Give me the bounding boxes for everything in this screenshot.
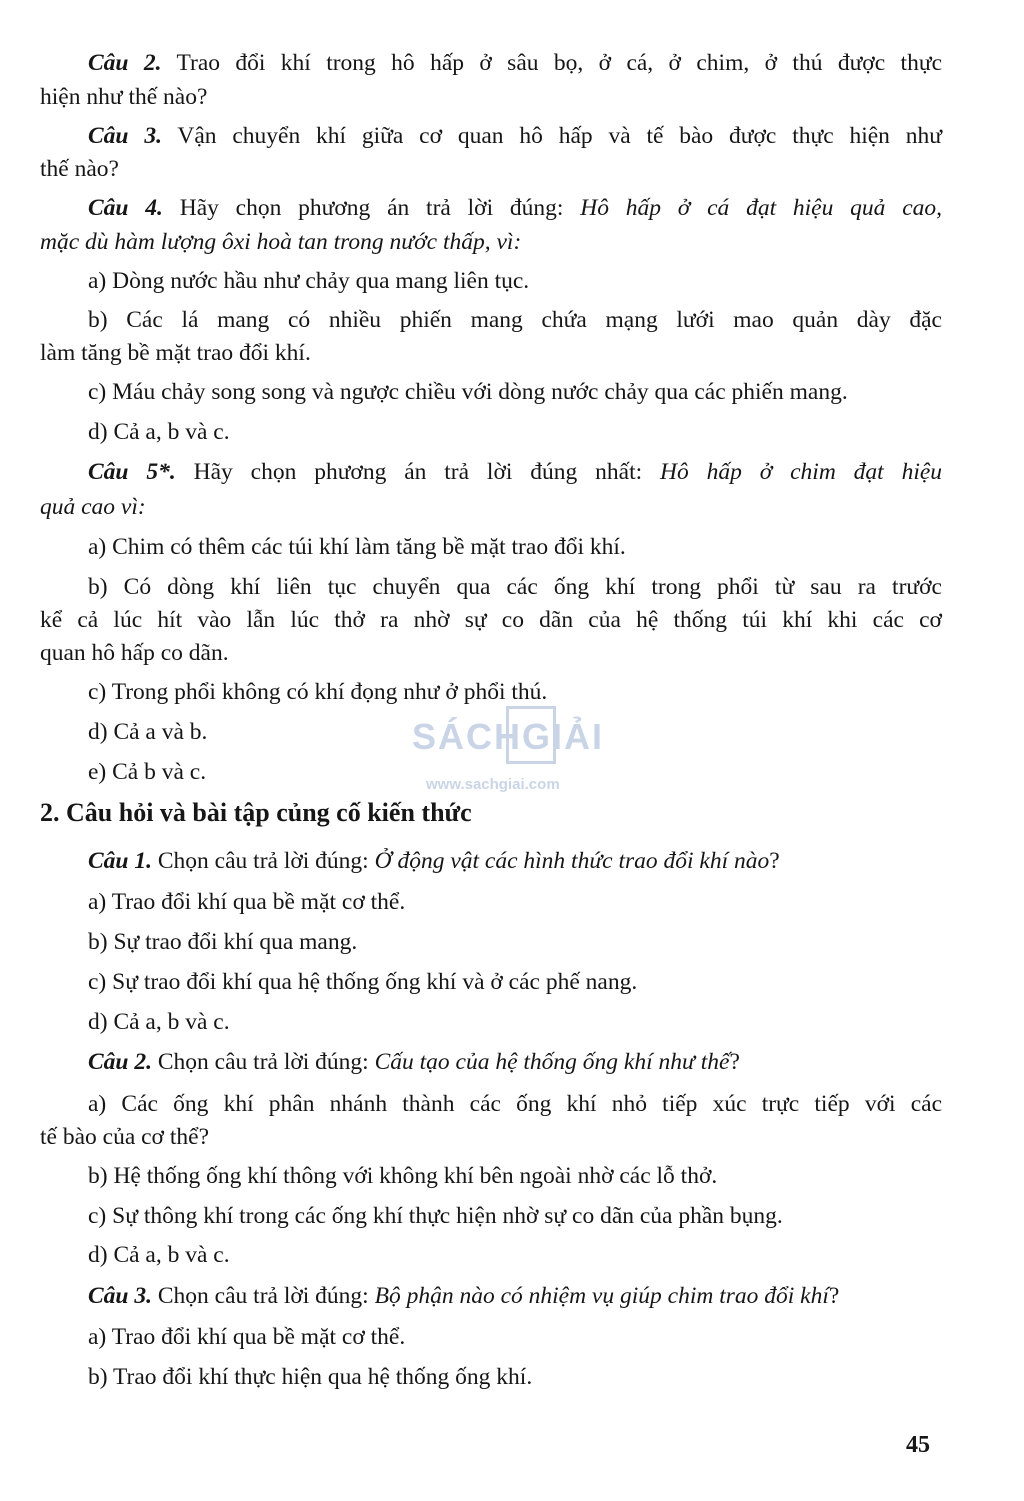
question-label: Câu 2. (88, 1049, 152, 1075)
option-c: c) Máu chảy song song và ngược chiều với dòng nước chảy qua các phiến mang. (88, 379, 848, 405)
option-b: b) Trao đổi khí thực hiện qua hệ thống ống khí. (88, 1364, 533, 1390)
question-text: Vận chuyển khí giữa cơ quan hô hấp và tế bào được thực hiện như (177, 123, 942, 149)
option-b-text: b) Các lá mang có nhiều phiến mang chứa mạng lưới mao quản dày đặc (88, 307, 942, 333)
watermark-logo (412, 706, 622, 806)
question-prompt: Hãy chọn phương án trả lời đúng nhất: (193, 459, 643, 485)
option-c: c) Sự trao đổi khí qua hệ thống ống khí và ở các phế nang. (88, 969, 638, 995)
question-label: Câu 4. (88, 195, 163, 221)
question-4-line-2: mặc dù hàm lượng ôxi hoà tan trong nước thấp, vì: (40, 229, 522, 255)
question-prompt: Chọn câu trả lời đúng: (157, 1283, 369, 1309)
option-b: b) Sự trao đổi khí qua mang. (88, 929, 358, 955)
option-d: d) Cả a, b và c. (88, 419, 230, 445)
option-a: a) Chim có thêm các túi khí làm tăng bề mặt trao đổi khí. (88, 534, 626, 560)
option-b-line-2: kể cả lúc hít vào lẫn lúc thở ra nhờ sự co dãn của hệ thống túi khí khi các cơ (40, 607, 942, 633)
question-2-line-1 (40, 48, 942, 78)
question-5-line-2: quả cao vì: (40, 494, 146, 520)
question-label: Câu 3. (88, 123, 162, 149)
s2-question-2 (88, 1047, 740, 1077)
watermark-url: www.sachgiai.com (426, 776, 560, 793)
question-prompt: Chọn câu trả lời đúng: (157, 848, 369, 874)
option-d: d) Cả a và b. (88, 719, 208, 745)
question-3-line-2: thế nào? (40, 156, 119, 182)
option-a-text: a) Các ống khí phân nhánh thành các ống khí nhỏ tiếp xúc trực tiếp với các (88, 1091, 942, 1117)
option-b-text: b) Có dòng khí liên tục chuyển qua các ống khí trong phổi từ sau ra trước (88, 574, 942, 600)
question-end: ? (769, 848, 780, 874)
question-italic: Bộ phận nào có nhiệm vụ giúp chim trao đổi khí (374, 1283, 829, 1309)
option-b: b) Hệ thống ống khí thông với không khí bên ngoài nhờ các lỗ thở. (88, 1163, 718, 1189)
option-b-line-3: quan hô hấp co dãn. (40, 640, 229, 666)
question-prompt: Chọn câu trả lời đúng: (157, 1049, 369, 1075)
s2-question-1 (88, 846, 780, 876)
question-4-line-1 (40, 193, 942, 223)
question-text: Trao đổi khí trong hô hấp ở sâu bọ, ở cá, ở chim, ở thú được thực (176, 50, 942, 76)
question-label: Câu 2. (88, 50, 162, 76)
question-prompt: Hãy chọn phương án trả lời đúng: (179, 195, 564, 221)
option-a: a) Dòng nước hầu như chảy qua mang liên tục. (88, 268, 530, 294)
watermark-brand: SÁCHGIẢI (412, 716, 605, 757)
question-5-line-1 (40, 457, 942, 487)
option-a-line-2: tế bào của cơ thể? (40, 1124, 209, 1150)
option-c: c) Trong phổi không có khí đọng như ở phổi thú. (88, 679, 548, 705)
question-italic: Hô hấp ở cá đạt hiệu quả cao, (580, 195, 943, 221)
s2-question-3 (88, 1281, 839, 1311)
question-italic: Ở động vật các hình thức trao đổi khí nào (374, 848, 770, 874)
option-e: e) Cả b và c. (88, 759, 207, 785)
option-d: d) Cả a, b và c. (88, 1009, 230, 1035)
question-2-line-2: hiện như thế nào? (40, 84, 208, 110)
question-label: Câu 1. (88, 848, 152, 874)
question-end: ? (729, 1049, 740, 1075)
option-a: a) Trao đổi khí qua bề mặt cơ thể. (88, 889, 406, 915)
option-b-line-2: làm tăng bề mặt trao đổi khí. (40, 340, 311, 366)
option-a: a) Trao đổi khí qua bề mặt cơ thể. (88, 1324, 406, 1350)
option-c: c) Sự thông khí trong các ống khí thực hiện nhờ sự co dãn của phần bụng. (88, 1203, 783, 1229)
question-label: Câu 5*. (88, 459, 176, 485)
option-b-line-1 (40, 572, 942, 602)
question-italic: Hô hấp ở chim đạt hiệu (660, 459, 943, 485)
question-italic: Cấu tạo của hệ thống ống khí như thế (374, 1049, 730, 1075)
question-3-line-1 (40, 121, 942, 151)
option-d: d) Cả a, b và c. (88, 1242, 230, 1268)
option-b-line-1 (40, 305, 942, 335)
page-number: 45 (906, 1432, 930, 1458)
question-label: Câu 3. (88, 1283, 152, 1309)
section-2-heading: 2. Câu hỏi và bài tập củng cố kiến thức (40, 798, 472, 827)
option-a-line-1 (40, 1089, 942, 1119)
question-end: ? (828, 1283, 840, 1309)
